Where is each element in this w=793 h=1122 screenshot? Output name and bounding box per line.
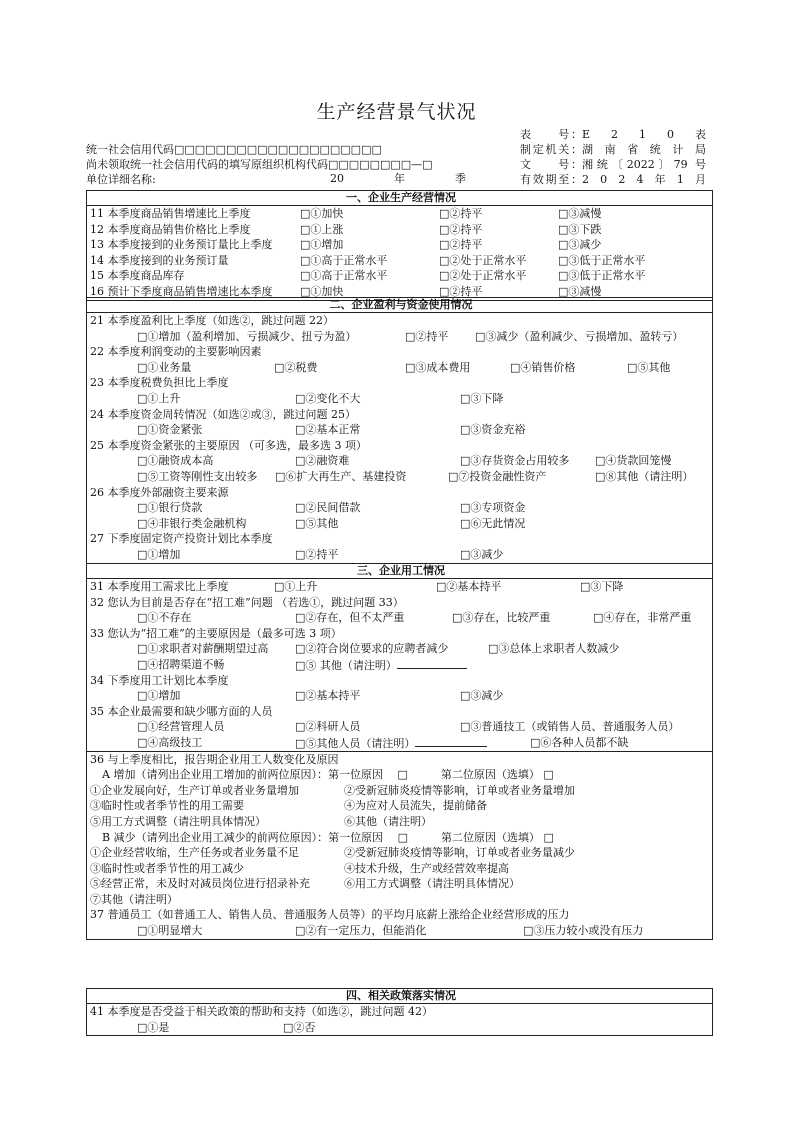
q32-option-3[interactable]: □③存在，比较严重 [452,611,551,625]
q21-options [90,329,712,345]
issuing-authority: 制定机关：湖 南 省 统 计 局 [520,143,706,156]
q41-option-2[interactable]: □②否 [283,1020,316,1034]
q32-option-1[interactable]: □①不存在 [137,611,192,625]
question-text: 15 本季度商品库存 [90,269,185,283]
q35-option-5[interactable]: □⑤其他人员（请注明） [295,735,487,752]
q36-decrease-reason-option[interactable]: ③临时性或者季节性的用工减少 [90,861,244,875]
q36-increase-reason-option[interactable]: ①企业发展向好，生产订单或者业务量增加 [90,783,299,797]
period-year: 20 [330,172,344,185]
section-1-row [90,268,712,284]
q25-option-5[interactable]: □⑤工资等刚性支出较多 [137,469,258,483]
q35-option-2[interactable]: □②科研人员 [295,720,361,734]
q36-increase-reason-option[interactable]: ⑥其他（请注明） [344,814,432,828]
q24-option-1[interactable]: □①资金紧张 [137,423,203,437]
q32-options [90,610,712,626]
q33-option-2[interactable]: □②符合岗位要求的应聘者减少 [295,642,449,656]
checkbox-option[interactable]: □③下跌 [558,222,602,236]
q26-text: 26 本季度外部融资主要来源 [90,485,229,499]
q25-option-1[interactable]: □①融资成本高 [137,454,214,468]
q22-option-2[interactable]: □②税费 [274,360,318,374]
q27-option-3[interactable]: □③减少 [460,547,504,561]
checkbox-option[interactable]: □②持平 [439,207,483,220]
q25-options-row1 [90,453,712,469]
q26-option-2[interactable]: □②民间借款 [295,501,361,515]
q31-option-3[interactable]: □③下降 [580,580,624,593]
q35-option-6[interactable]: □⑥各种人员都不缺 [530,735,629,749]
q32-option-4[interactable]: □④存在，非常严重 [593,611,692,625]
section-1-row [90,222,712,238]
q24-text: 24 本季度资金周转情况（如选②或③，跳过问题 25） [90,407,356,421]
q36-increase-reason-row [90,814,712,830]
q41-text: 41 本季度是否受益于相关政策的帮助和支持（如选②，跳过问题 42） [90,1005,433,1018]
form-title: 生产经营景气状况 [316,101,477,123]
q36-increase-reason-row [90,798,712,814]
q33-option-3[interactable]: □③总体上求职者人数减少 [488,642,620,656]
q25-options-row2 [90,469,712,485]
section-3-table [86,563,713,940]
checkbox-option[interactable]: □①增加 [300,238,344,252]
org-code-label: 尚未领取统一社会信用代码的填写原组织机构代码□□□□□□□□—□ [86,158,433,171]
checkbox-option[interactable]: □①加快 [300,284,344,298]
question-text: 11 本季度商品销售增速比上季度 [90,207,251,220]
q21-option-3[interactable]: □③减少（盈利减少、亏损增加、盈转亏） [475,329,684,343]
q26-options-row1 [90,500,712,516]
document-number: 文 号：湘统〔2022〕79 号 [520,158,706,171]
form-number: 表 号：E 2 1 0 表 [520,128,706,141]
q31-text: 31 本季度用工需求比上季度 [90,580,229,593]
q25-option-4[interactable]: □④货款回笼慢 [595,454,672,468]
q33-option-1[interactable]: □①求职者对薪酬期望过高 [137,642,269,656]
section-3-heading: 三、企业用工情况 [87,564,713,579]
section-1-row [90,237,712,253]
q35-option-1[interactable]: □①经营管理人员 [137,720,225,734]
section-4-body [87,1004,713,1036]
q36-q37-body [87,751,713,939]
q36-decrease-reason-row [90,845,712,861]
section-2-heading: 二、企业盈利与资金使用情况 [87,298,713,313]
q33-options-row1 [90,641,712,657]
q34-option-1[interactable]: □①增加 [137,689,181,703]
q36-increase-reason-row [90,783,712,799]
q25-option-8[interactable]: □⑧其他（请注明） [595,469,694,483]
q37-option-1[interactable]: □①明显增大 [137,924,203,938]
q37-option-3[interactable]: □③压力较小或没有压力 [523,924,644,938]
q32-option-2[interactable]: □②存在，但不太严重 [295,611,405,625]
q21-text: 21 本季度盈利比上季度（如选②，跳过问题 22） [90,314,334,327]
q36-decrease-reason-option[interactable]: ②受新冠肺炎疫情等影响，订单或者业务量减少 [344,846,575,860]
q27-options [90,547,712,563]
q23-option-3[interactable]: □③下降 [460,391,504,405]
q36-decrease-reason-option[interactable]: ④技术升级，生产或经营效率提高 [344,861,509,875]
q36-decrease-reason-7[interactable]: ⑦其他（请注明） [90,892,178,906]
section-1-heading: 一、企业生产经营情况 [87,191,713,206]
q36-increase-reason-option[interactable]: ②受新冠肺炎疫情等影响，订单或者业务量增加 [344,783,575,797]
q22-option-1[interactable]: □①业务量 [137,360,192,374]
q34-option-3[interactable]: □③减少 [460,689,504,703]
q25-option-7[interactable]: □⑦投资金融性资产 [448,469,547,483]
q22-option-4[interactable]: □④销售价格 [510,360,576,374]
checkbox-option[interactable]: □②持平 [439,238,483,252]
period-year-label: 年 [394,172,415,185]
q32-text: 32 您认为目前是否存在“招工难”问题 （若选①，跳过问题 33） [90,595,404,609]
q36-increase-reason-option[interactable]: ④为应对人员流失，提前储备 [344,799,487,813]
q36-decrease-reason-option[interactable]: ⑥用工方式调整（请注明具体情况） [344,877,520,891]
q26-option-1[interactable]: □①银行贷款 [137,501,203,515]
checkbox-option[interactable]: □②处于正常水平 [439,253,527,267]
q34-option-2[interactable]: □②基本持平 [295,689,361,703]
q26-option-5[interactable]: □⑤其他 [295,516,339,530]
q31-row [90,579,712,595]
q23-options [90,391,712,407]
q36-decrease-reason-option[interactable]: ①企业经营收缩，生产任务或者业务量不足 [90,846,299,860]
section-2-body [87,313,713,564]
q33-other-field[interactable] [397,657,467,669]
q22-text: 22 本季度利润变动的主要影响因素 [90,345,262,359]
q23-text: 23 本季度税费负担比上季度 [90,376,229,390]
section-3-body [87,579,713,752]
q24-options [90,422,712,438]
q25-text: 25 本季度资金紧张的主要原因 （可多选，最多选 3 项） [90,438,367,452]
q41-option-1[interactable]: □①是 [137,1020,170,1034]
q33-options-row2 [90,657,712,673]
q26-options-row2 [90,516,712,532]
q37-text: 37 普通员工（如普通工人、销售人员、普通服务人员等）的平均月底薪上涨给企业经营形成的压力 [90,908,570,922]
checkbox-option[interactable]: □①高于正常水平 [300,253,388,267]
q22-options [90,360,712,376]
section-1-row [90,253,712,269]
q36-decrease-reason-option[interactable]: ⑤经营正常，未及时对减员岗位进行招录补充 [90,877,310,891]
checkbox-option[interactable]: □①高于正常水平 [300,269,388,283]
q22-option-3[interactable]: □③成本费用 [405,360,471,374]
checkbox-option[interactable]: □②处于正常水平 [439,269,527,283]
q26-option-4[interactable]: □④非银行类金融机构 [137,516,247,530]
q22-option-5[interactable]: □⑤其他 [627,360,671,374]
q27-option-2[interactable]: □②持平 [295,547,339,561]
q26-option-3[interactable]: □③专项资金 [460,501,526,515]
q24-option-3[interactable]: □③资金充裕 [460,423,526,437]
q35-options-row1 [90,719,712,735]
q25-option-3[interactable]: □③存货资金占用较多 [460,454,570,468]
q33-text: 33 您认为“招工难”的主要原因是（最多可选 3 项） [90,626,342,640]
q35-option-3[interactable]: □③普通技工（或销售人员、普通服务人员） [460,720,680,734]
checkbox-option[interactable]: □②持平 [439,222,483,236]
q35-text: 35 本企业最需要和缺少哪方面的人员 [90,704,273,718]
q36-decrease-reason-row [90,876,712,892]
q21-option-2[interactable]: □②持平 [405,329,449,343]
checkbox-option[interactable]: □③减少 [558,238,602,252]
q27-option-1[interactable]: □①增加 [137,547,181,561]
valid-until: 有效期至：2 0 2 4 年 1 月 [520,173,706,186]
credit-code-label: 统一社会信用代码□□□□□□□□□□□□□□□□□□□□ [86,143,382,156]
checkbox-option[interactable]: □②持平 [439,284,483,298]
checkbox-option[interactable]: □①上涨 [300,222,344,236]
q33-option-4[interactable]: □④招聘渠道不畅 [137,657,225,671]
q36-increase-header: A 增加（请列出企业用工增加的前两位原因）：第一位原因 □ 第二位原因（选填） □ [102,768,554,782]
q31-option-1[interactable]: □①上升 [274,580,318,593]
q34-options [90,688,712,704]
q21-option-1[interactable]: □①增加（盈利增加、亏损减少、扭亏为盈） [137,329,357,343]
checkbox-option[interactable]: □③低于正常水平 [558,253,646,267]
q35-option-4[interactable]: □④高级技工 [137,735,203,749]
question-text: 12 本季度商品销售价格比上季度 [90,222,251,236]
q34-text: 34 下季度用工计划比本季度 [90,673,229,687]
checkbox-option[interactable]: □③低于正常水平 [558,269,646,283]
checkbox-option[interactable]: □③减慢 [558,207,602,220]
question-text: 13 本季度接到的业务预订量比上季度 [90,238,273,252]
q36-decrease-reason-row [90,861,712,877]
q24-option-2[interactable]: □②基本正常 [295,423,361,437]
unit-name-label: 单位详细名称: [86,173,156,186]
q36-increase-reason-option[interactable]: ⑤用工方式调整（请注明具体情况） [90,814,266,828]
q23-option-2[interactable]: □②变化不大 [295,391,361,405]
q37-options [90,923,712,939]
section-4-table [86,988,713,1036]
q26-option-6[interactable]: □⑥无此情况 [460,516,526,530]
q31-option-2[interactable]: □②基本持平 [436,580,502,593]
section-1-row [90,206,712,222]
q33-option-5[interactable]: □⑤ 其他（请注明） [295,657,467,674]
q36-increase-reason-option[interactable]: ③临时性或者季节性的用工需要 [90,799,244,813]
question-text: 14 本季度接到的业务预订量 [90,253,229,267]
q25-option-2[interactable]: □②融资难 [295,454,350,468]
section-4-heading: 四、相关政策落实情况 [87,989,713,1004]
q23-option-1[interactable]: □①上升 [137,391,181,405]
section-1-table [86,190,713,301]
q25-option-6[interactable]: □⑥扩大再生产、基建投资 [275,469,407,483]
q35-options-row2 [90,735,712,751]
period-quarter-label: 季 [455,172,467,185]
section-1-body [87,206,713,301]
q35-other-field[interactable] [415,735,487,747]
section-2-table [86,297,713,564]
checkbox-option[interactable]: □①加快 [300,207,344,220]
checkbox-option[interactable]: □③减慢 [558,284,602,298]
q36-text: 36 与上季度相比，报告期企业用工人数变化及原因 [90,752,339,766]
q36-decrease-header: B 减少（请列出企业用工减少的前两位原因）：第一位原因 □ 第二位原因（选填） □ [102,830,554,844]
q27-text: 27 下季度固定资产投资计划比本季度 [90,532,273,546]
q37-option-2[interactable]: □②有一定压力，但能消化 [295,924,427,938]
report-period [330,170,466,186]
question-text: 16 预计下季度商品销售增速比本季度 [90,284,273,298]
q41-options [90,1020,712,1036]
